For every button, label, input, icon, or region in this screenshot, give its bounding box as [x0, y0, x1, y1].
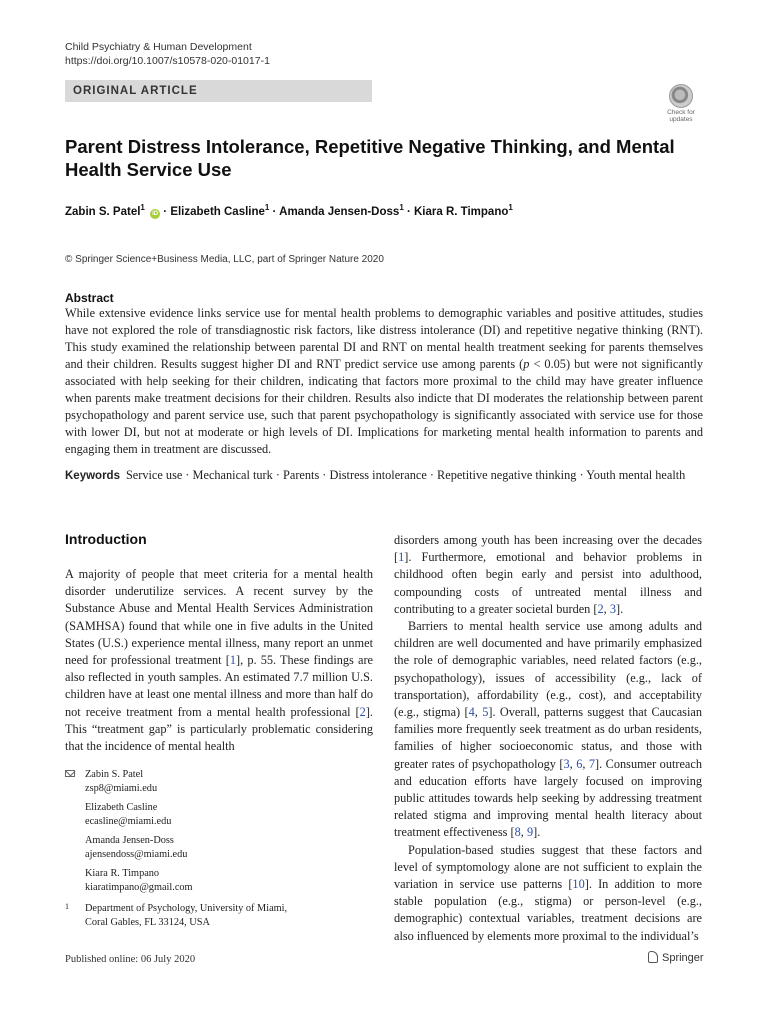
p-symbol: p [523, 357, 530, 371]
affiliation-line: Department of Psychology, University of Miami, [85, 903, 288, 914]
affiliation-line: Coral Gables, FL 33124, USA [85, 916, 210, 928]
author-name[interactable]: Kiara R. Timpano [414, 205, 509, 218]
introduction-heading: Introduction [65, 531, 147, 547]
text-run: ]. Furthermore, emotional and behavior problems in childhood often begin early and persist into adulthood, compounding costs of untreated mental illness and contributing to a greater societal burden [ [394, 550, 702, 616]
column-right [394, 532, 702, 945]
citation-link[interactable]: 3 [563, 756, 570, 771]
text-run: disorders among youth has been increasing over the decades [ [394, 533, 702, 565]
paragraph [394, 532, 702, 618]
journal-header [65, 40, 270, 68]
citation-link[interactable]: 1 [398, 550, 405, 565]
affiliation-sup: 1 [399, 203, 404, 212]
text-run: ]. [533, 825, 541, 840]
text-run: , [582, 756, 589, 771]
text-run: ]. Overall, patterns suggest that Caucasian families more frequently seek treatment as do urban residents, families of higher socioeconomic status, and those with greater rates of psychopathology [ [394, 705, 702, 771]
affiliation-sup: 1 [140, 203, 145, 212]
contact-name: Zabin S. Patel [85, 769, 144, 780]
citation-link[interactable]: 10 [572, 877, 585, 892]
contact-email[interactable]: zsp8@miami.edu [85, 782, 158, 794]
author-separator: · [403, 205, 414, 218]
contact-email[interactable]: ecasline@miami.edu [85, 815, 172, 827]
text-run: ], p. 55. These findings are also reflected in youth samples. An estimated 7.7 million U.S. children have at least one mental illness and more than half do not receive treatment from a mental health professional [ [65, 653, 374, 719]
update-icon [669, 84, 693, 108]
paragraph [394, 618, 702, 842]
keywords-label: Keywords [65, 470, 120, 482]
corresponding-authors [65, 768, 365, 900]
copyright-line: © Springer Science+Business Media, LLC, part of Springer Nature 2020 [65, 254, 384, 265]
text-run: ]. Consumer outreach and education efforts have largely focused on improving public attitudes towards help seeking by addressing treatment related stigma and improving mental health literacy about treatment effectiveness [ [394, 756, 702, 840]
journal-name: Child Psychiatry & Human Development [65, 41, 252, 53]
citation-link[interactable]: 3 [609, 601, 616, 616]
citation-link[interactable]: 6 [576, 756, 583, 771]
author-name[interactable]: Elizabeth Casline [170, 205, 265, 218]
article-type-banner: ORIGINAL ARTICLE [65, 80, 372, 102]
citation-link[interactable]: 2 [597, 601, 604, 616]
contact-entry [85, 867, 365, 894]
author-name[interactable]: Zabin S. Patel [65, 205, 141, 218]
citation-link[interactable]: 5 [482, 705, 489, 720]
check-for-updates-badge[interactable] [661, 84, 701, 124]
text-run: ]. [615, 601, 624, 616]
text-run: , [520, 825, 527, 840]
author-name[interactable]: Amanda Jensen-Doss [279, 205, 400, 218]
abstract-part: While extensive evidence links service use for mental health problems to demographic variables and positive attitudes, studies have not explored the role of transdiagnostic risk factors, like distress intolerance (DI) and repetitive negative thinking (RNT). This study examined the relationship between parental DI and RNT on mental health treatment seeking for parents themselves and their children. Results suggest higher DI and RNT predict service use among parents ( [65, 306, 703, 371]
citation-link[interactable]: 7 [588, 756, 596, 771]
author-separator: · [269, 205, 280, 218]
paragraph [394, 842, 702, 945]
citation-link[interactable]: 1 [229, 653, 236, 668]
text-run: , [569, 756, 577, 771]
citation-link[interactable]: 4 [468, 705, 475, 720]
contact-name: Elizabeth Casline [85, 802, 158, 813]
doi-link[interactable]: https://doi.org/10.1007/s10578-020-01017-1 [65, 55, 270, 67]
article-title: Parent Distress Intolerance, Repetitive Negative Thinking, and Mental Health Service Use [65, 136, 675, 180]
text-run: ]. In addition to more stable population (e.g., stigma) or person-level (e.g., demographic) contextual variables, treatment decisions are also influenced by elements more proximal to the individual’s [394, 877, 702, 943]
keywords-block [65, 467, 703, 485]
contact-name: Kiara R. Timpano [85, 868, 160, 879]
affiliation-note [65, 902, 365, 929]
affiliation-sup: 1 [508, 203, 513, 212]
affiliation-number: 1 [65, 902, 69, 911]
abstract-part: < 0.05) but were not significantly associated with help seeking for their children, indicating that factors more proximal to the child may have greater influence when parents make treatment decisions for their children. Results also indicte that DI moderates the relationship between parent psychopathology and parent service use, such that parent psychopathology is significantly associated with service use for those with lower DI, but not at moderate or high levels of DI. Implications for marketing mental health information to parents and engaging them in treatment are discussed. [65, 357, 703, 456]
orcid-icon[interactable]: iD [152, 210, 159, 217]
springer-horse-icon [648, 951, 658, 963]
paragraph [65, 566, 373, 755]
contact-email[interactable]: kiaratimpano@gmail.com [85, 881, 193, 893]
text-run: Barriers to mental health service use among adults and children are well documented and have primarily emphasized the role of demographic variables, need related factors (e.g., psychopathology), issues of accessibility (e.g., lack of transportation), affordability (e.g., cost), and acceptability (e.g., stigma) [ [394, 619, 702, 720]
publisher-logo [648, 951, 704, 964]
text-run: Population-based studies suggest that these factors and level of symptomology alone are not sufficient to explain the variation in service use patterns [ [394, 842, 702, 892]
abstract-heading: Abstract [65, 291, 114, 305]
citation-link[interactable]: 9 [526, 825, 534, 840]
contact-email[interactable]: ajensendoss@miami.edu [85, 848, 188, 860]
published-date: Published online: 06 July 2020 [65, 954, 196, 965]
contact-entry [85, 801, 365, 828]
text-run: , [474, 705, 483, 720]
text-run: ]. This “treatment gap” is particularly problematic considering that the incidence of mental health [65, 704, 373, 754]
badge-label: Check for updates [667, 109, 695, 123]
contact-entry [85, 768, 365, 795]
publisher-name: Springer [662, 952, 704, 964]
column-left [65, 566, 373, 755]
contact-entry [85, 834, 365, 861]
affiliation-text [85, 902, 365, 929]
abstract-text [65, 305, 703, 458]
text-run: , [603, 601, 610, 616]
author-separator: · [160, 205, 171, 218]
envelope-icon [65, 770, 75, 777]
citation-link[interactable]: 8 [514, 825, 521, 840]
citation-link[interactable]: 2 [359, 704, 366, 719]
author-list [65, 203, 513, 219]
keywords-list: Service use · Mechanical turk · Parents · Distress intolerance · Repetitive negative thinking · Youth mental health [125, 468, 686, 482]
text-run: A majority of people that meet criteria for a mental health disorder underutilize services. A recent survey by the Substance Abuse and Mental Health Services Administration (SAMHSA) found that while one in five adults in the United States (U.S.) experience mental illness, many report an unmet need for professional treatment [ [65, 567, 373, 668]
contact-name: Amanda Jensen-Doss [85, 835, 174, 846]
affiliation-sup: 1 [264, 203, 270, 212]
